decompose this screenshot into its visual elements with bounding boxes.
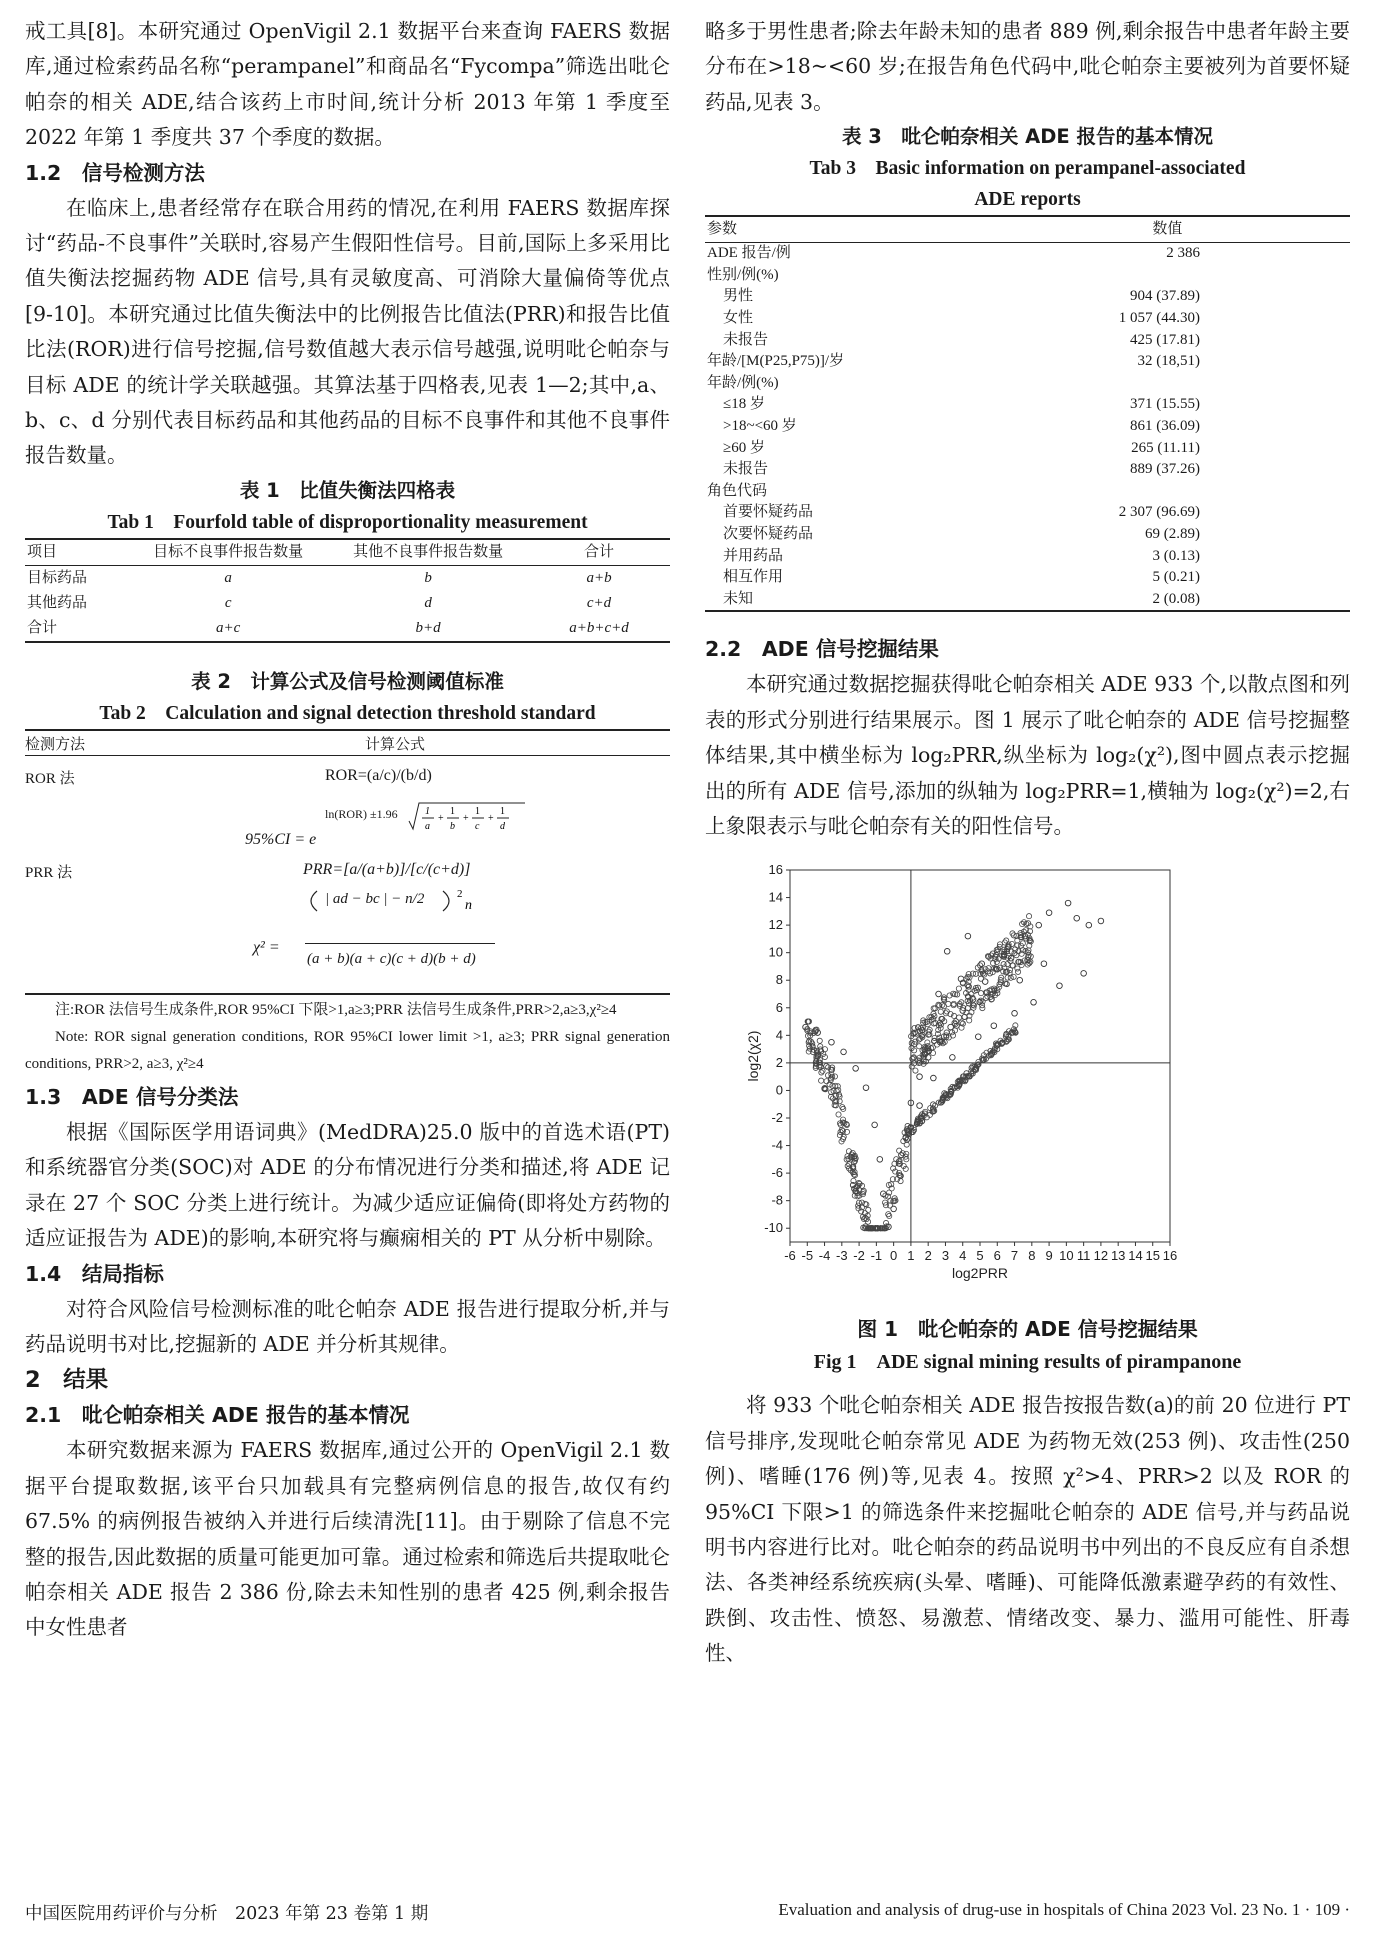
table-3 — [705, 215, 1350, 612]
svg-text:+: + — [438, 812, 444, 824]
data-point — [1011, 975, 1016, 980]
table-cell-label: 年龄/[M(P25,P75)]/岁 — [707, 353, 845, 370]
x-tick-label: 12 — [1093, 1248, 1109, 1264]
paragraph-2-1-cont: 略多于男性患者;除去年龄未知的患者 889 例,剩余报告中患者年龄主要分布在>18~<60 岁;在报告角色代码中,吡仑帕奈主要被列为首要怀疑药品,见表 3。 — [705, 19, 1350, 114]
table-cell-value: 889 (37.26) — [1130, 461, 1200, 478]
table-row — [25, 591, 670, 616]
table-row — [705, 481, 1350, 503]
table-cell-value: 265 (11.11) — [1131, 439, 1200, 456]
figure-1-caption-en: Fig 1 ADE signal mining results of pirampanone — [813, 1351, 1242, 1374]
svg-text:+: + — [463, 812, 469, 824]
section-1-4-heading: 1.4 结局指标 — [25, 1261, 164, 1286]
table-cell-value: 32 (18,51) — [1137, 353, 1200, 370]
table-cell-label: ≥60 岁 — [723, 439, 765, 456]
table-cell-value: 861 (36.09) — [1130, 417, 1200, 434]
data-point — [1017, 978, 1023, 984]
table-cell-value: 425 (17.81) — [1130, 331, 1200, 348]
data-point — [1031, 1000, 1037, 1006]
y-tick-label: 8 — [775, 972, 783, 988]
x-tick-label: 9 — [1045, 1248, 1053, 1264]
data-point — [944, 949, 950, 955]
data-point — [841, 1107, 846, 1112]
data-point — [1098, 919, 1104, 925]
table-cell-label: 性别/例(%) — [707, 266, 779, 283]
paragraph-2-1: 本研究数据来源为 FAERS 数据库,通过公开的 OpenVigil 2.1 数据平台提取数据,该平台只加载具有完整病例信息的报告,故仅有约 67.5% 的病例报告被纳入并进行后续清洗[11]。由于剔除了信息不完整的报告,因此数据的质量可能更加可靠。通过检索和筛选后共提取吡仑帕奈相关 ADE 报告 2 386 份,除去未知性别的患者 425 例,剩余报告中女性患者 — [25, 1438, 670, 1640]
table-cell-label: 次要怀疑药品 — [723, 525, 814, 542]
right-column — [705, 14, 1350, 1672]
chi-formula-denominator: (a + b)(a + c)(c + d)(b + d) — [307, 950, 476, 967]
table-2-header: 检测方法 — [25, 736, 86, 753]
table-row — [705, 243, 1350, 265]
table-cell-label: 角色代码 — [707, 482, 768, 499]
data-point — [817, 1039, 822, 1044]
prr-method-label: PRR 法 — [25, 864, 73, 881]
table-cell-label: 男性 — [723, 288, 754, 305]
table-cell-label: 首要怀疑药品 — [723, 504, 814, 521]
section-2-heading: 2 结果 — [25, 1367, 109, 1394]
svg-text:n: n — [465, 897, 472, 913]
svg-text:1: 1 — [425, 805, 430, 817]
table-cell-value: 69 (2.89) — [1145, 525, 1200, 542]
table-cell: b — [424, 569, 432, 586]
svg-text:1: 1 — [500, 805, 505, 817]
data-point — [829, 1040, 835, 1046]
y-tick-label: 10 — [768, 945, 783, 961]
section-1-3-heading: 1.3 ADE 信号分类法 — [25, 1084, 239, 1109]
y-tick-label: 0 — [775, 1082, 783, 1098]
paragraph-1-2: 在临床上,患者经常存在联合用药的情况,在利用 FAERS 数据库探讨“药品-不良事件”关联时,容易产生假阳性信号。目前,国际上多采用比值失衡法挖掘药物 ADE 信号,具有灵敏度高、可消除大量偏倚等优点[9-10]。本研究通过比值失衡法中的比例报告比值法(PRR)和报告比值比法(ROR)进行信号挖掘,信号数值越大表示信号越强,说明吡仑帕奈与目标 ADE 的统计学关联越强。其算法基于四格表,见表 1—2;其中,a、b、c、d 分别代表目标药品和其他药品的目标不良事件和其他不良事件报告数量。 — [25, 195, 670, 468]
y-tick-label: 16 — [768, 862, 783, 878]
data-point — [1046, 910, 1052, 916]
table-row — [705, 330, 1350, 352]
ror-method-label: ROR 法 — [25, 770, 75, 787]
table-2-note-cn: 注:ROR 法信号生成条件,ROR 95%CI 下限>1,a≥3;PRR 法信号生成条件,PRR>2,a≥3,χ²≥4 — [55, 1001, 617, 1018]
data-point — [863, 1085, 869, 1091]
data-point — [853, 1066, 859, 1072]
data-point — [1036, 923, 1042, 929]
x-tick-label: 6 — [993, 1248, 1001, 1264]
y-tick-label: 12 — [768, 917, 783, 933]
y-tick-label: 6 — [775, 1000, 783, 1016]
table-2-caption-cn: 表 2 计算公式及信号检测阈值标准 — [191, 669, 504, 693]
table-cell-label: 女性 — [723, 310, 754, 326]
data-point — [950, 1055, 956, 1061]
data-point — [887, 1203, 892, 1208]
table-cell: a+c — [128, 616, 328, 642]
data-point — [1012, 1011, 1018, 1017]
table-cell-value: 371 (15.55) — [1130, 396, 1200, 413]
table-cell-label: 相互作用 — [723, 569, 784, 586]
svg-text:1: 1 — [475, 805, 480, 817]
table-row — [705, 308, 1350, 330]
table-cell-label: 未报告 — [723, 331, 769, 348]
data-point — [944, 1009, 949, 1014]
table-row — [705, 438, 1350, 460]
table-1-caption-en: Tab 1 Fourfold table of disproportionality measurement — [107, 511, 588, 533]
chi-formula-numerator: | ad − bc | − n/2 — [325, 890, 425, 907]
table-cell: d — [424, 594, 432, 611]
figure-1-caption-cn: 图 1 吡仑帕奈的 ADE 信号挖掘结果 — [857, 1317, 1198, 1342]
table-cell-value: 2 307 (96.69) — [1118, 504, 1200, 521]
table-cell: a+b — [586, 569, 612, 586]
table-row — [705, 589, 1350, 612]
data-point — [965, 983, 970, 988]
table-row — [705, 546, 1350, 568]
table-cell-label: ADE 报告/例 — [707, 245, 791, 262]
x-tick-label: 4 — [959, 1248, 967, 1264]
data-point — [917, 1103, 923, 1109]
y-tick-label: -10 — [764, 1220, 783, 1236]
table-cell-value — [1040, 481, 1350, 503]
data-point — [967, 1018, 972, 1023]
svg-text:1: 1 — [450, 805, 455, 817]
y-tick-label: -2 — [771, 1110, 783, 1126]
table-row — [705, 286, 1350, 308]
x-tick-label: -1 — [870, 1248, 883, 1264]
table-1-header: 项目 — [25, 539, 128, 566]
svg-text:+: + — [488, 812, 494, 824]
x-tick-label: 2 — [924, 1248, 932, 1264]
table-cell-value: 2 (0.08) — [1040, 589, 1350, 612]
data-point — [872, 1122, 878, 1128]
x-tick-label: -2 — [853, 1248, 865, 1264]
y-tick-label: -4 — [771, 1137, 783, 1153]
table-cell-label: ≤18 岁 — [723, 396, 765, 413]
y-tick-label: 2 — [775, 1055, 783, 1071]
svg-text:d: d — [500, 820, 505, 832]
table-2-header: 计算公式 — [365, 736, 426, 753]
table-2-caption-en: Tab 2 Calculation and signal detection threshold standard — [99, 702, 596, 724]
y-tick-label: 14 — [768, 889, 783, 905]
x-axis-label: log2PRR — [951, 1265, 1009, 1282]
x-tick-label: 16 — [1162, 1248, 1178, 1264]
data-point — [1026, 914, 1031, 919]
data-point — [836, 1112, 841, 1117]
table-row — [705, 373, 1350, 395]
x-tick-label: -5 — [801, 1248, 814, 1264]
svg-text:b: b — [450, 820, 455, 832]
data-point — [1081, 971, 1087, 977]
table-cell: c+d — [586, 594, 612, 611]
paragraph-2-2: 本研究通过数据挖掘获得吡仑帕奈相关 ADE 933 个,以散点图和列表的形式分别进行结果展示。图 1 展示了吡仑帕奈的 ADE 信号挖掘整体结果,其中横坐标为 log₂PRR,纵坐标为 log₂(χ²),图中圆点表示挖掘出的所有 ADE 信号,添加的纵轴为 log₂PRR=1,横轴为 log₂(χ²)=2,右上象限表示与吡仑帕奈有关的阳性信号。 — [705, 672, 1350, 838]
data-point — [913, 1068, 918, 1073]
table-cell-label: 年龄/例(%) — [707, 374, 779, 391]
table-1 — [25, 538, 670, 643]
table-3-header: 参数 — [705, 216, 1040, 243]
data-point — [917, 1044, 922, 1049]
x-tick-label: 1 — [907, 1248, 915, 1264]
data-point — [1041, 961, 1047, 967]
prr-formula: PRR=[a/(a+b)]/[c/(c+d)] — [303, 860, 471, 878]
data-point — [819, 1078, 824, 1083]
data-point — [841, 1049, 847, 1055]
paragraph-1-3: 根据《国际医学用语词典》(MedDRA)25.0 版中的首选术语(PT)和系统器官分类(SOC)对 ADE 的分布情况进行分类和描述,将 ADE 记录在 27 个 SOC 分类上进行统计。为减少适应证偏倚(即将处方药物的适应证报告为 ADE)的影响,本研究将与癫痫相关的 PT 从分析中剔除。 — [25, 1119, 670, 1251]
ror-formula: ROR=(a/c)/(b/d) — [325, 766, 432, 784]
table-row — [705, 567, 1350, 589]
table-cell: 合计 — [25, 616, 128, 642]
footer-journal-cn: 中国医院用药评价与分析 2023 年第 23 卷第 1 期 — [25, 1904, 429, 1924]
table-row — [705, 265, 1350, 287]
x-tick-label: 7 — [1010, 1248, 1019, 1264]
data-point — [938, 1009, 943, 1014]
y-axis-label: log2(χ2) — [745, 1030, 761, 1082]
data-point — [991, 1023, 997, 1029]
paragraph-2-2-cont: 将 933 个吡仑帕奈相关 ADE 报告按报告数(a)的前 20 位进行 PT 信号排序,发现吡仑帕奈常见 ADE 为药物无效(253 例)、攻击性(250 例)、嗜睡(176 例)等,见表 4。按照 χ²>4、PRR>2 以及 ROR 的 95%CI 下限>1 的筛选条件来挖掘吡仑帕奈的 ADE 信号,并与药品说明书内容进行比对。吡仑帕奈的药品说明书中列出的不良反应有自杀想法、各类神经系统疾病(头晕、嗜睡)、可能降低激素避孕药的有效性、跌倒、攻击性、愤怒、易激惹、情绪改变、暴力、滥用可能性、肝毒性、 — [705, 1393, 1350, 1666]
x-tick-label: 14 — [1128, 1248, 1143, 1264]
data-point — [975, 1034, 981, 1040]
data-point — [1015, 966, 1020, 971]
table-cell-value: 1 057 (44.30) — [1118, 310, 1200, 326]
table-2-note-en: Note: ROR signal generation conditions, ROR 95%CI lower limit >1, a≥3; PRR signal generation conditions, PRR>2, a≥3, χ²≥4 — [25, 1028, 670, 1072]
data-point — [936, 992, 942, 998]
table-cell: 目标药品 — [27, 569, 88, 586]
table-1-header: 其他不良事件报告数量 — [328, 539, 528, 566]
chi-formula-lhs: χ² = — [253, 938, 280, 956]
table-cell-value: 904 (37.89) — [1130, 288, 1200, 305]
table-row — [25, 616, 670, 642]
table-2 — [25, 729, 670, 995]
x-tick-label: 0 — [890, 1248, 898, 1264]
x-tick-label: -6 — [784, 1248, 796, 1264]
scatter-plot — [705, 848, 1350, 1312]
table-row — [705, 394, 1350, 416]
data-point — [844, 1157, 849, 1162]
x-tick-label: -4 — [818, 1248, 831, 1264]
table-cell: a — [224, 569, 232, 586]
data-point — [886, 1212, 891, 1217]
y-tick-label: -8 — [771, 1193, 783, 1209]
section-2-2-heading: 2.2 ADE 信号挖掘结果 — [705, 637, 939, 662]
table-3-caption-en-2: ADE reports — [974, 189, 1081, 211]
data-point — [1086, 923, 1092, 929]
table-cell-value: 3 (0.13) — [1152, 547, 1200, 564]
data-point — [917, 1074, 923, 1080]
table-cell-label: 并用药品 — [723, 547, 784, 564]
plot-frame — [790, 870, 1170, 1242]
table-cell-label: 未报告 — [723, 461, 769, 478]
section-1-2-heading: 1.2 信号检测方法 — [25, 160, 205, 185]
section-2-1-heading: 2.1 吡仑帕奈相关 ADE 报告的基本情况 — [25, 1403, 410, 1428]
table-row — [705, 459, 1350, 481]
table-cell: 其他药品 — [27, 594, 88, 611]
x-tick-label: 13 — [1110, 1248, 1126, 1264]
data-point — [986, 966, 991, 971]
ci-sqrt-term — [407, 801, 527, 835]
table-1-header: 目标不良事件报告数量 — [128, 539, 328, 566]
table-row — [705, 351, 1350, 373]
paragraph-intro-cont: 戒工具[8]。本研究通过 OpenVigil 2.1 数据平台来查询 FAERS 数据库,通过检索药品名称“perampanel”和商品名“Fycompa”筛选出吡仑帕奈的相关 ADE,结合该药上市时间,统计分析 2013 年第 1 季度至 2022 年第 1 季度共 37 个季度的数据。 — [25, 19, 670, 150]
table-row — [25, 565, 670, 591]
x-tick-label: 8 — [1028, 1248, 1036, 1264]
data-point — [1065, 901, 1071, 907]
table-cell: b+d — [328, 616, 528, 642]
svg-text:2: 2 — [457, 888, 463, 900]
svg-text:a: a — [425, 820, 430, 832]
table-3-header-value: 数值 — [1152, 221, 1183, 238]
data-point — [866, 1208, 871, 1213]
figure-1 — [705, 848, 1350, 1312]
svg-text:c: c — [475, 820, 480, 832]
table-cell: c — [224, 594, 232, 611]
data-point — [1074, 916, 1080, 922]
table-cell: a+b+c+d — [528, 616, 670, 642]
table-3-caption-en: Tab 3 Basic information on perampanel-associated — [809, 158, 1246, 180]
data-point — [877, 1157, 883, 1163]
data-point — [1057, 983, 1063, 989]
table-row — [705, 502, 1350, 524]
data-point — [931, 1076, 937, 1082]
data-point — [946, 1002, 951, 1007]
x-tick-label: 15 — [1145, 1248, 1160, 1264]
x-tick-label: -3 — [836, 1248, 848, 1264]
table-cell-value: 2 386 — [1166, 245, 1200, 262]
x-tick-label: 5 — [976, 1248, 984, 1264]
table-3-caption-cn: 表 3 吡仑帕奈相关 ADE 报告的基本情况 — [841, 125, 1214, 149]
table-3-header — [1040, 216, 1350, 243]
table-cell-value — [1040, 265, 1350, 287]
table-cell-value — [1040, 373, 1350, 395]
data-point — [1015, 943, 1020, 948]
ci-formula-lhs: 95%CI = e — [245, 830, 317, 848]
x-tick-label: 10 — [1059, 1248, 1074, 1264]
paragraph-1-4: 对符合风险信号检测标准的吡仑帕奈 ADE 报告进行提取分析,并与药品说明书对比,挖掘新的 ADE 并分析其规律。 — [25, 1296, 670, 1356]
table-1-header: 合计 — [528, 539, 670, 566]
x-tick-label: 11 — [1076, 1248, 1091, 1264]
table-row — [705, 416, 1350, 438]
table-cell-label: 未知 — [705, 589, 1040, 612]
table-row — [705, 524, 1350, 546]
table-1-caption-cn: 表 1 比值失衡法四格表 — [239, 478, 456, 502]
ci-formula-exponent: ln(ROR) ±1.96 — [325, 806, 398, 821]
footer-journal-en: Evaluation and analysis of drug-use in hospitals of China 2023 Vol. 23 No. 1 · 109 · — [778, 1900, 1350, 1919]
left-column — [25, 14, 670, 1646]
y-tick-label: 4 — [775, 1027, 783, 1043]
x-tick-label: 3 — [941, 1248, 950, 1264]
y-tick-label: -6 — [771, 1165, 783, 1181]
table-cell-label: >18~<60 岁 — [723, 417, 797, 434]
table-cell-value: 5 (0.21) — [1152, 569, 1200, 586]
data-point — [965, 934, 971, 940]
data-point — [956, 986, 961, 991]
